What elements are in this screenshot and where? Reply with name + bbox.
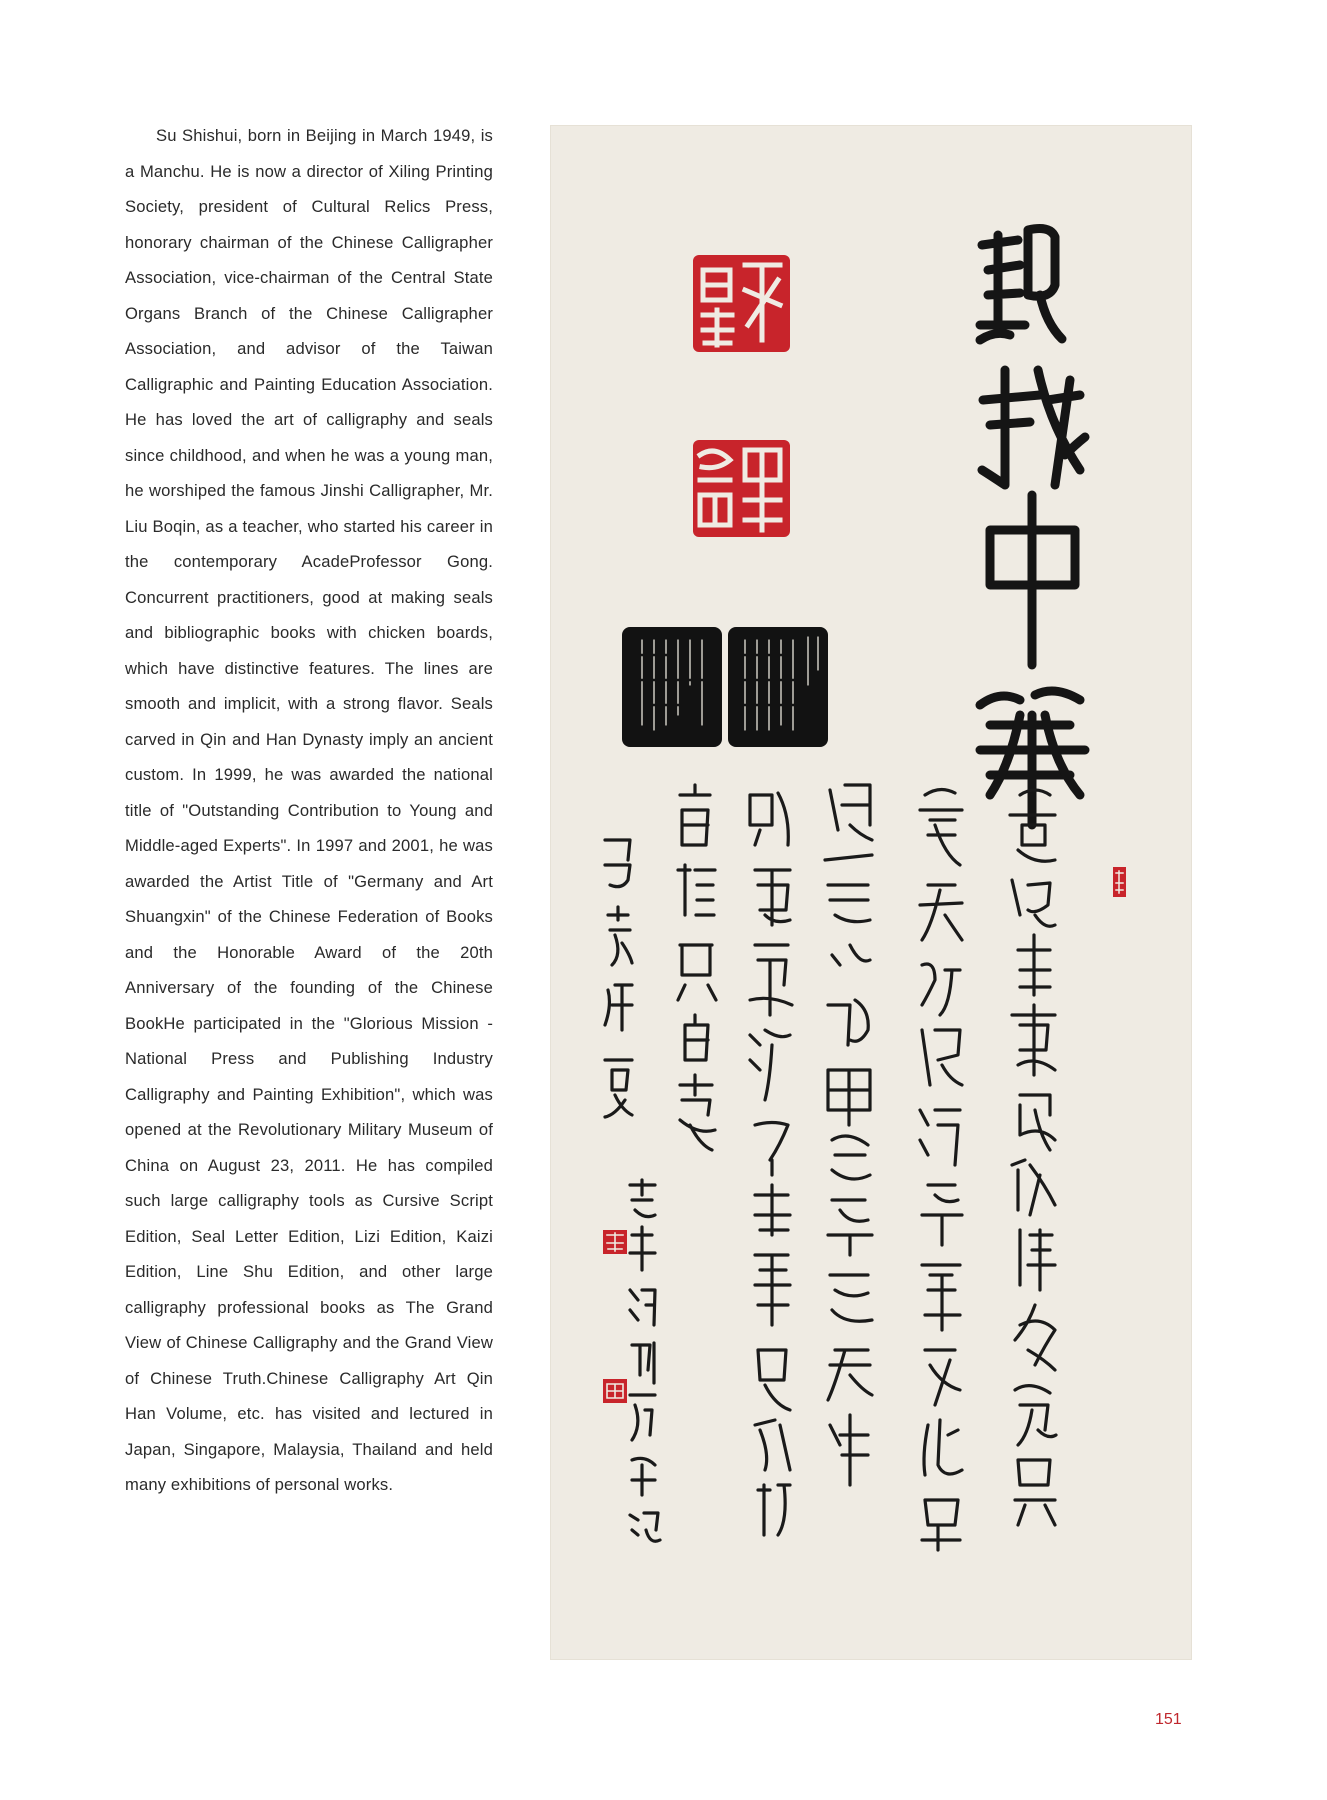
title-char-1: [980, 229, 1062, 340]
small-seal-name: [603, 1230, 627, 1254]
seal-lower: [693, 440, 790, 537]
calligraphy-artwork: [550, 125, 1192, 1660]
small-seal-top: [1113, 867, 1126, 897]
inscription-column-6: [605, 840, 632, 1117]
seal-upper: [693, 255, 790, 352]
inscription-column-1: [1010, 790, 1056, 1525]
artist-biography: Su Shishui, born in Beijing in March 1949, is a Manchu. He is now a director of Xiling Printing Society, president of Cultural Relics Press, honorary chairman of the Chinese Calligrapher Association, vice-chairman of the Central State Organs Branch of the Chinese Calligrapher Association, and advisor of the Taiwan Calligraphic and Painting Education Association. He has loved the art of calligraphy and seals since childhood, and when he was a young man, he worshiped the famous Jinshi Calligrapher, Mr. Liu Boqin, as a teacher, who started his career in the contemporary AcadeProfessor Gong. Concurrent practitioners, good at making seals and bibliographic books with chicken boards, which have distinctive features. The lines are smooth and implicit, with a strong flavor. Seals carved in Qin and Han Dynasty imply an ancient custom. In 1999, he was awarded the national title of "Outstanding Contribution to Young and Middle-aged Experts". In 1997 and 2001, he was awarded the Artist Title of "Germany and Art Shuangxin" of the Chinese Federation of Books and the Honorable Award of the 20th Anniversary of the founding of the Chinese BookHe participated in the "Glorious Mission - National Press and Publishing Industry Calligraphy and Painting Exhibition", which was opened at the Revolutionary Military Museum of China on August 23, 2011. He has compiled such large calligraphy tools as Cursive Script Edition, Seal Letter Edition, Lizi Edition, Kaizi Edition, Line Shu Edition, and other large calligraphy professional books as The Grand View of Chinese Calligraphy and the Grand View of Chinese Truth.Chinese Calligraphy Art Qin Han Volume, etc. has visited and lectured in Japan, Singapore, Malaysia, Thailand and held many exhibitions of personal works.: [125, 126, 493, 1494]
page-number: 151: [1155, 1711, 1182, 1728]
inscription-column-5: [678, 785, 716, 1150]
title-char-4: [980, 691, 1085, 825]
inscription-column-4: [750, 793, 792, 1535]
inscription-column-2: [920, 789, 962, 1550]
title-char-2: [982, 370, 1085, 485]
inscription-column-7: [630, 1180, 660, 1541]
inscription-column-3: [825, 785, 872, 1485]
title-char-3: [990, 495, 1075, 665]
seal-rubbing: [622, 627, 828, 747]
small-seal-style: [603, 1379, 627, 1403]
